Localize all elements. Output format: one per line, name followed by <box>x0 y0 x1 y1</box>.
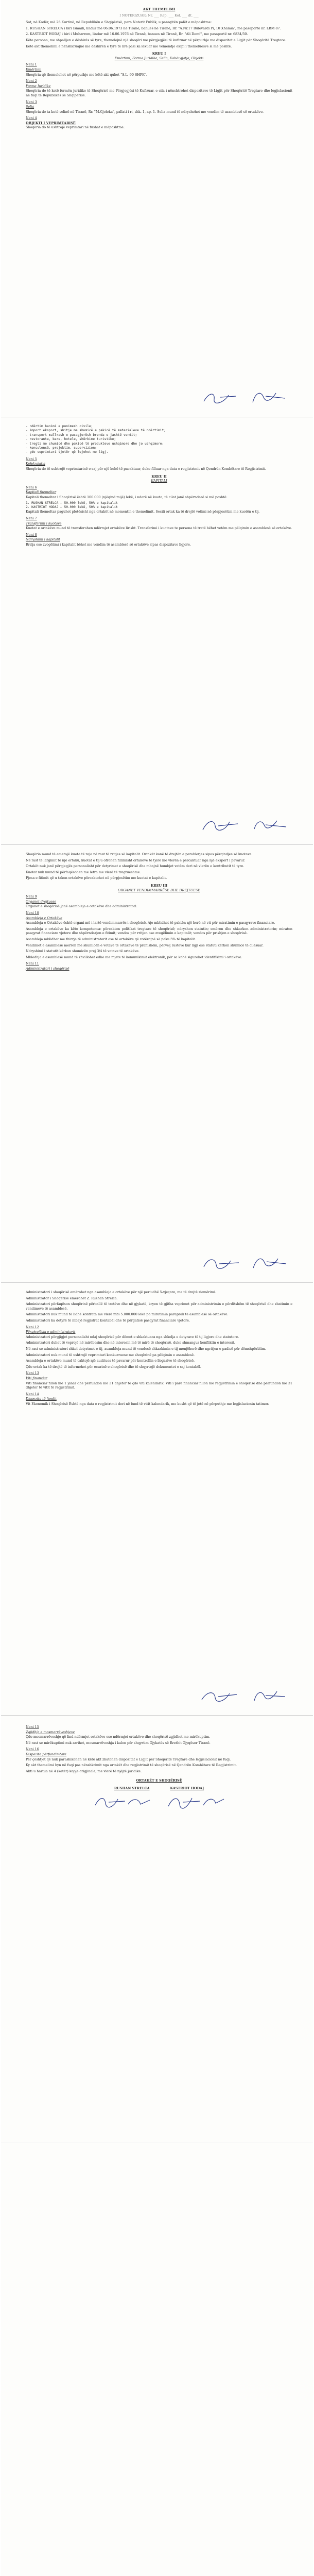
intro-paragraph-1: Sot, në Kodër, më 26 Kurtinë, në Republikën e Shqipërisë, para Noterit Publik, u paraqitën palët e mëposhtme: <box>26 20 212 25</box>
article-4-text: Shoqëria do të ushtrojë veprimtari në fushat e mëposhtme: <box>26 125 125 130</box>
article-9-label: Organet drejtuese <box>26 899 57 904</box>
object-item: - konsulencë, projektim, supervizion; <box>26 446 97 450</box>
article-14-label: Dispozita të fundit <box>26 1397 57 1401</box>
intro-paragraph-4: Këta persona, me shpalljen e dëshirës së tyre, themelojnë një shoqëri me përgjegjësi të kufizuar në përputhje me dispozitat e Ligjit për Shoqëritë Tregtare. <box>26 38 286 42</box>
article-10-label: Asambleja e Ortakëve <box>26 916 63 920</box>
capital-paragraph: Kuotat nuk mund të përfaqësohen me letra me vlerë të tregtueshme. <box>26 870 141 874</box>
article-14-number: Neni 14 <box>26 1392 39 1396</box>
handwritten-signature-icon <box>188 1252 291 1273</box>
article-16-label: Dispozita përfundimtare <box>26 1752 67 1756</box>
partner-signatures <box>26 1793 292 1810</box>
article-12-text: Në rast se administratori shkel detyrimet e tij, asambleja mund të vendosë shkarkimin e tij menjëherë dhe ngritjen e padisë për dëmshpërblim. <box>26 1346 266 1351</box>
article-14-text: Vit Ekonomik i Shoqërisë Është nga data e regjistrimit deri në fund të vitit kalendarik, me kusht që të jetë në përputhje me legjislacionin tatimor. <box>26 1401 269 1406</box>
article-8-text: Rritja ose zvogëlimi i kapitalit bëhet me vendim të asamblesë së ortakëve sipas dispozitave ligjore. <box>26 542 191 547</box>
document-page-5 <box>1 1716 313 2143</box>
administrator-paragraph: Administratori ka detyrë të mbajë regjistrat kontabël dhe të përgatisë pasqyrat financiare vjetore. <box>26 1318 190 1323</box>
object-item: - tregti me shumicë dhe pakicë të produkteve ushqimore dhe jo ushqimore; <box>26 442 164 446</box>
signatures-page-4 <box>188 1685 291 1706</box>
article-3-number: Neni 3 <box>26 99 37 104</box>
article-3-text: Shoqëria do ta ketë selinë në Tiranë, Rr. "M.Gjoleka", pallati i ri, shk. 1, ap. 1. Selia mund të ndryshohet me vendim të asamblesë së ortakëve. <box>26 109 264 114</box>
kreu-2-subheading: KAPITALI <box>151 479 167 483</box>
article-4-number: Neni 4 <box>26 116 37 121</box>
article-16-text: Akti u hartua në 4 (katër) kopje origjinale, me vlerë të njëjtë juridike. <box>26 1769 142 1773</box>
article-7-label: Transferimi i kuotave <box>26 521 62 526</box>
document-page-4 <box>1 1283 313 1716</box>
kreu-1-heading: KREU I <box>152 52 166 56</box>
page-1-content <box>26 7 292 131</box>
capital-paragraph: Pjesa e fitimit që u takon ortakëve përcaktohet në përpjesëtim me kuotat e kapitalit. <box>26 876 167 880</box>
administrator-paragraph: Administrator i Shoqërisë emërohet Z. Rushan Strelca. <box>26 1296 118 1300</box>
article-10-number: Neni 10 <box>26 910 39 915</box>
article-10-text: Mbledhja e asamblesë mund të zhvillohet edhe me mjete të komunikimit elektronik, për sa kohë sigurohet identifikimi i ortakëve. <box>26 955 242 959</box>
capital-paragraph: Shoqëria mund të emetojë kuota të reja në rast të rritjes së kapitalit. Ortakët kanë të drejtën e parablerjes sipas përqindjes së kuotave. <box>26 852 253 856</box>
handwritten-signature-icon <box>188 815 291 835</box>
article-6-text: Kapitali themeltar i Shoqërisë është 100.000 (njëqind mijë) lekë, i ndarë në kuota, të cilat janë shpërndarë si më poshtë: <box>26 495 228 499</box>
article-10-text: Asambleja e Ortakëve është organi më i lartë vendimmarrës i shoqërisë. Ajo mblidhet të paktën një herë në vit për miratimin e pasqyrave financiare. <box>26 921 275 925</box>
quota-line-1: 1. RUSHAN STRELCA — 50.000 lekë, 50% e kapitalit <box>26 501 118 505</box>
article-15-label: Zgjidhja e mosmarrëveshjeve <box>26 1730 75 1734</box>
article-12-text: Çdo ortak ka të drejtë të informohet për ecurinë e shoqërisë dhe të shqyrtojë dokumentet e saj kontabël. <box>26 1364 201 1369</box>
article-6-number: Neni 6 <box>26 485 37 489</box>
article-5-text: Shoqëria do të ushtrojë veprimtarinë e saj për një kohë të pacaktuar, duke filluar nga data e regjistrimit në Qendrën Kombëtare të Regjistrimit. <box>26 467 266 471</box>
capital-paragraph: Ortakët nuk janë përgjegjës personalisht për detyrimet e shoqërisë dhe mbajnë humbjet vetëm deri në vlerën e kontributit të tyre. <box>26 864 245 869</box>
article-16-text: Ky akt themelimi hyn në fuqi pas nënshkrimit nga ortakët dhe regjistrimit të shoqërisë në Qendrën Kombëtare të Regjistrimit. <box>26 1763 237 1768</box>
signatures-page-3 <box>188 1252 291 1273</box>
kreu-3-subheading: ORGANET VENDIMMARRËSE DHE DREJTUESE <box>118 888 200 892</box>
article-7-number: Neni 7 <box>26 516 37 520</box>
article-10-text: Ndryshimi i statutit kërkon shumicën prej 3/4 të votave të ortakëve. <box>26 949 139 954</box>
article-1-label: Emërtimi <box>26 67 42 72</box>
article-5-number: Neni 5 <box>26 456 37 461</box>
signatures-page-2 <box>188 815 291 835</box>
objects-list <box>26 425 292 455</box>
article-10-text: Asambleja mblidhet me thirrje të administratorit ose të ortakëve që zotërojnë së paku 5% të kapitalit. <box>26 937 196 941</box>
article-8-number: Neni 8 <box>26 532 37 537</box>
article-7-text: Kuotat e ortakëve mund të transferohen ndërmjet ortakëve lirisht. Transferimi i kuotave te persona të tretë bëhet vetëm me pëlqimin e asamblesë së ortakëve. <box>26 526 292 531</box>
article-15-text: Çdo mosmarrëveshje që lind ndërmjet ortakëve ose ndërmjet ortakëve dhe shoqërisë zgjidhet me mirëkuptim. <box>26 1735 211 1739</box>
document-page-3 <box>1 845 313 1283</box>
handwritten-signature-icon <box>92 1793 154 1810</box>
article-16-text: Për çështjet që nuk parashikohen në këtë akt zbatohen dispozitat e Ligjit për Shoqëritë Tregtare dhe legjislacionit në fuqi. <box>26 1757 231 1761</box>
article-16-number: Neni 16 <box>26 1747 39 1752</box>
page-2-content <box>26 425 292 549</box>
article-10-text: Asambleja e ortakëve ka këto kompetenca: përcakton politikat tregtare të shoqërisë; ndryshon statutin; emëron dhe shkarkon administratorin; miraton pasqyrat financiare vjetore dhe shpërndarjen e fitimit; vendos për rritjen ose zvogëlimin e kapitalit; vendos për prishjen e shoqërisë. <box>26 926 292 936</box>
quota-line-2: 2. KASTRIOT HODAJ — 50.000 lekë, 50% e kapitalit <box>26 505 118 509</box>
article-4-label: OBJEKTI I VEPRIMTARISË <box>26 121 76 125</box>
article-12-label: Përgjegjësia e administratorit <box>26 1330 76 1334</box>
page-4-content <box>26 1290 292 1408</box>
article-1-number: Neni 1 <box>26 62 37 67</box>
article-11-number: Neni 11 <box>26 961 39 966</box>
article-2-text: Shoqëria do të ketë formën juridike të Shoqërisë me Përgjegjësi të Kufizuar, e cila i nënshtrohet dispozitave të Ligjit për Shoqëritë Tregtare dhe legjislacionit në fuqi të Republikës së Shqipërisë. <box>26 89 292 97</box>
page-5-content <box>26 1723 292 1810</box>
article-2-number: Neni 2 <box>26 79 37 83</box>
article-10-text: Vendimet e asamblesë merren me shumicën e votave të ortakëve të pranishëm, përveç rasteve kur ligji ose statuti kërkon shumicë të cilësuar. <box>26 943 264 947</box>
partner-name-1: RUSHAN STRELCA <box>114 1786 150 1790</box>
partner-name-2: KASTRIOT HODAJ <box>170 1786 204 1790</box>
document-page-6 <box>1 2143 313 2576</box>
article-12-text: Administratori duhet të veprojë në mirëbesim dhe në interesin më të mirë të shoqërisë, duke shmangur konfliktin e interesit. <box>26 1341 235 1345</box>
object-item: - transport mallrash e pasagjerësh brenda e jashtë vendit; <box>26 433 137 437</box>
article-13-label: Viti financiar <box>26 1376 47 1380</box>
kreu-2-heading: KREU II <box>151 474 167 479</box>
capital-paragraph: Në rast të largimit të një ortaku, kuotat e tij u ofrohen fillimisht ortakëve të tjerë me vlerën e përcaktuar nga një ekspert i pavarur. <box>26 858 246 862</box>
intro-paragraph-3: 2. KASTRIOT HODAJ i biri i Muharrem, lindur më 16.06.1976 në Tiranë, banues në Tiranë, Rr. "Ali Demi", me pasaportë nr. 6834/50. <box>26 32 248 37</box>
article-3-label: Selia <box>26 105 34 109</box>
signatures-page-1 <box>188 387 291 408</box>
article-2-label: Forma Juridike <box>26 83 51 88</box>
parties-declaration: Këtë akt themelimi e nënshkruajnë me dëshirën e tyre të lirë pasi ka lexuar me vëmendje ekipi i themeluesve si më poshtë. <box>26 44 232 48</box>
page-3-content <box>26 852 292 971</box>
article-15-number: Neni 15 <box>26 1725 39 1729</box>
article-13-text: Viti financiar fillon më 1 janar dhe përfundon më 31 dhjetor të çdo viti kalendarik. Viti i parë financiar fillon me regjistrimin e shoqërisë dhe përfundon më 31 dhjetor të vitit të regjistrimit. <box>26 1381 292 1390</box>
handwritten-signature-icon <box>188 387 291 408</box>
article-12-text: Administratori përgjigjet personalisht ndaj shoqërisë për dëmet e shkaktuara nga shkelja e detyrave të tij ligjore dhe statutore. <box>26 1334 239 1339</box>
administrator-paragraph: Administratori përfaqëson shoqërinë përballë të tretëve dhe në gjykatë, kryen të gjitha veprimet për administrimin e përditshëm të shoqërisë dhe zbatimin e vendimeve të asamblesë. <box>26 1302 292 1311</box>
intro-paragraph-2: 1. RUSHAN STRELCA i biri Ismaili, lindur më 06.06.1973 në Tiranë, banues në Tiranë, Rr. "A.Nr.17 Bulevardi Pi, 10 Xhamia", me pasaportë nr. LBM 87. <box>26 26 281 30</box>
article-15-text: Në rast se mirëkuptimi nuk arrihet, mosmarrëveshja i kalon për shqyrtim Gjykatës së Rrethit Gjyqësor Tiranë. <box>26 1740 211 1745</box>
article-6-label: Kapitali themeltar <box>26 490 57 495</box>
handwritten-signature-icon <box>164 1793 226 1810</box>
kreu-3-heading: KREU III <box>150 883 168 888</box>
object-item: - import eksport, shitje me shumicë e pakicë të materialeve të ndërtimit; <box>26 429 166 433</box>
document-page-1 <box>1 0 313 417</box>
article-11-label: Administratori i shoqërisë <box>26 966 69 971</box>
document-page-2 <box>1 417 313 845</box>
partner-names <box>26 1786 292 1791</box>
article-1-text: Shoqëria që themelohet në përputhje me këtë akt quhet "S.L.-90 SHPK". <box>26 72 147 77</box>
object-item: - çdo veprimtari tjetër që lejohet me ligj. <box>26 450 109 454</box>
article-12-number: Neni 12 <box>26 1325 39 1329</box>
article-6-text-2: Kapitali themeltar paguhet plotësisht nga ortakët në momentin e themelimit. Secili ortak ka të drejtë votimi në përpjesëtim me kuotën e tij. <box>26 510 260 514</box>
kreu-1-subheading: Emërtimi, Forma Juridike, Selia, Kohëzgjatja, Objekti <box>114 56 204 60</box>
administrator-paragraph: Administratori i shoqërisë emërohet nga asambleja e ortakëve për një periudhë 5-vjeçare, me të drejtë riemërimi. <box>26 1290 216 1294</box>
administrator-paragraph: Administratori nuk mund të lidhë kontrata me vlerë mbi 5.000.000 lekë pa miratimin paraprak të asamblesë së ortakëve. <box>26 1312 229 1317</box>
article-12-text: Asambleja e ortakëve mund të caktojë një auditues të pavarur për kontrollin e llogarive të shoqërisë. <box>26 1359 195 1363</box>
object-item: - restorante, bare, hotele, shërbime turistike; <box>26 437 116 442</box>
object-item: - ndërtim banimi e punimesh civile; <box>26 425 93 428</box>
partners-heading: ORTAKËT E SHOQËRISË <box>136 1778 182 1783</box>
handwritten-signature-icon <box>188 1685 291 1706</box>
article-12-text: Administratori nuk mund të ushtrojë veprimtari konkurruese me shoqërinë pa pëlqimin e asamblesë. <box>26 1352 195 1357</box>
article-9-text: Organet e shoqërisë janë asambleja e ortakëve dhe administratori. <box>26 904 137 909</box>
article-9-number: Neni 9 <box>26 894 37 899</box>
document-title: AKT THEMELIMI <box>143 7 176 11</box>
article-5-label: Kohëzgjatja <box>26 462 45 466</box>
article-13-number: Neni 13 <box>26 1371 39 1376</box>
notary-line: I NOTERIZUAR: Nr. ___ Rep. ___ Kol. ___ dt. ___ <box>119 13 199 18</box>
article-8-label: Ndryshimi i kapitalit <box>26 537 60 542</box>
